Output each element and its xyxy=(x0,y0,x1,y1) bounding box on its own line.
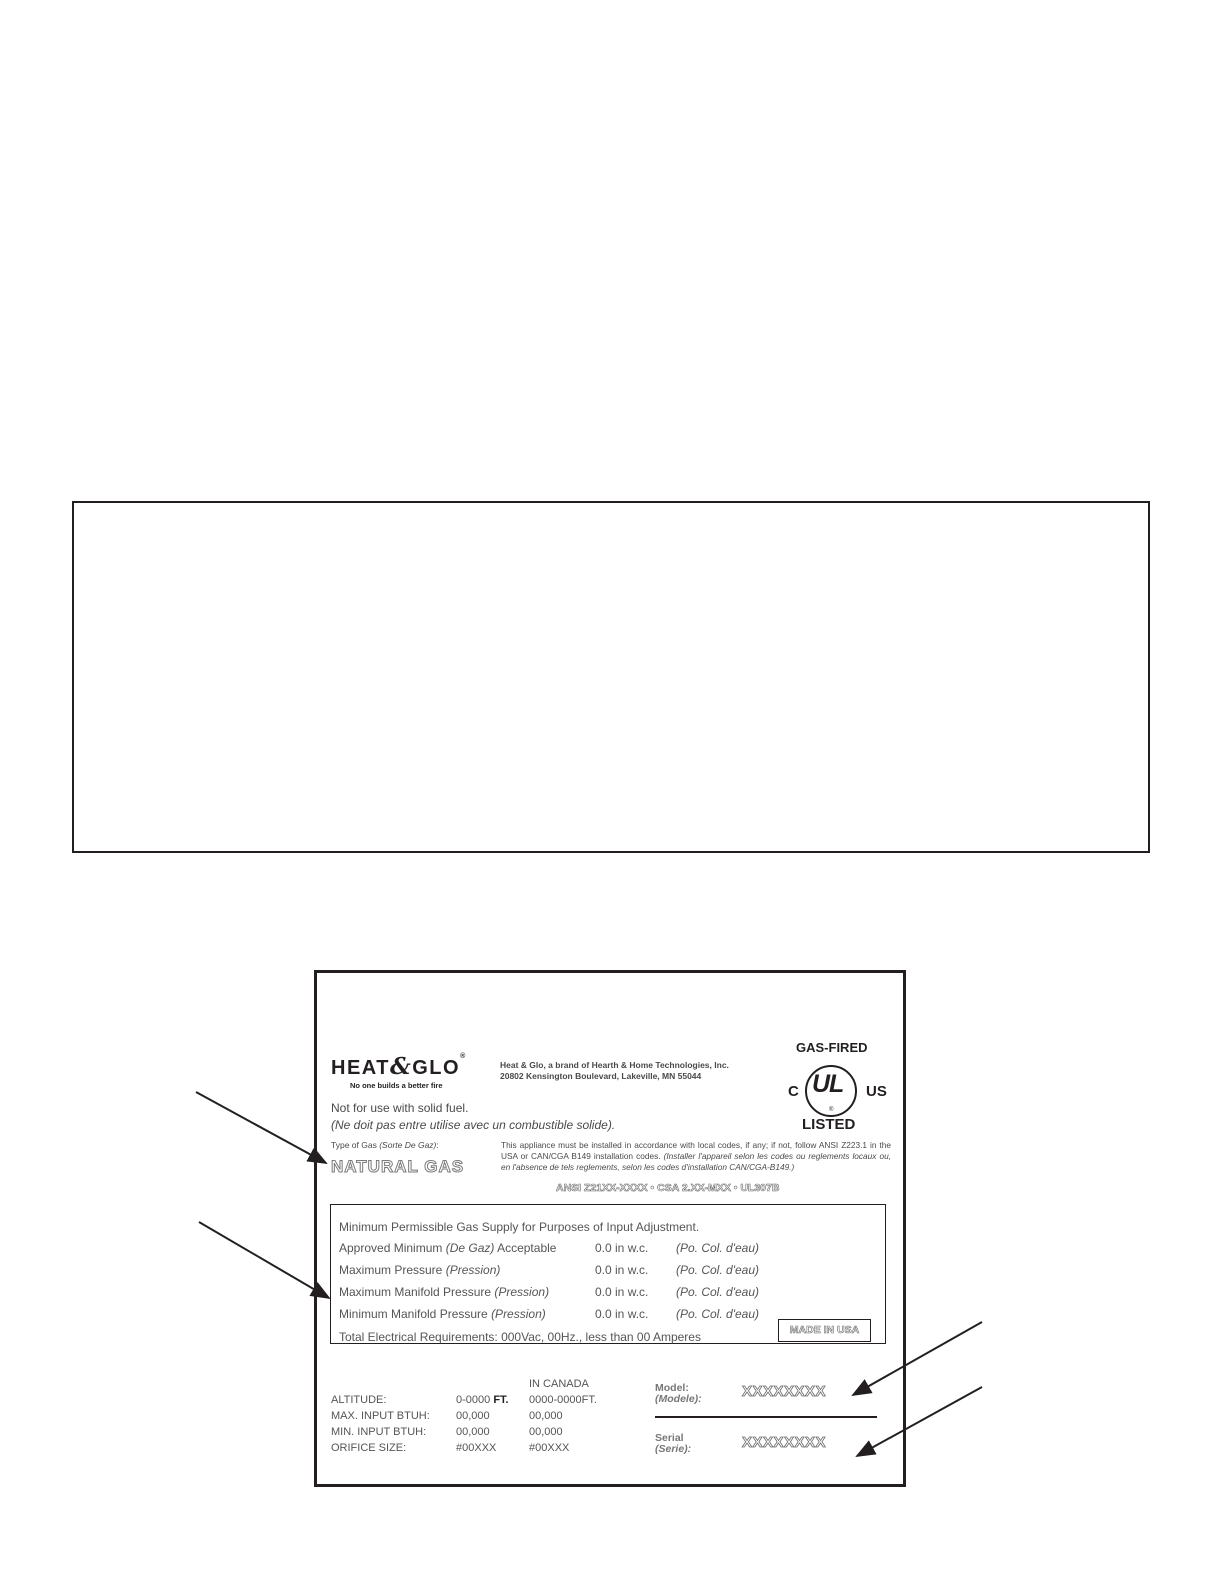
serial-label: Serial (Serie): xyxy=(655,1432,692,1455)
in-canada-header: IN CANADA xyxy=(529,1378,589,1390)
cert-gas-fired: GAS-FIRED xyxy=(796,1040,868,1055)
company-address xyxy=(500,1060,729,1082)
serial-value: XXXXXXXX xyxy=(742,1434,827,1451)
logo-word-right: GLO xyxy=(412,1057,461,1079)
spec-canada-value: #00XXX xyxy=(529,1442,570,1454)
spec-usa-value: #00XXX xyxy=(456,1442,497,1454)
cert-listed: LISTED xyxy=(802,1116,856,1133)
brand-logo xyxy=(331,1053,465,1080)
pressure-row-value: 0.0 in w.c. xyxy=(595,1263,649,1277)
gas-type-value: NATURAL GAS xyxy=(331,1157,465,1176)
company-line-1: Heat & Glo, a brand of Hearth & Home Technologies, Inc. xyxy=(500,1060,729,1070)
pressure-row-label: Maximum Manifold Pressure (Pression) xyxy=(339,1285,550,1299)
company-line-2: 20802 Kensington Boulevard, Lakeville, MN 55044 xyxy=(500,1071,702,1081)
electrical-requirements: Total Electrical Requirements: 000Vac, 00Hz., less than 00 Amperes xyxy=(339,1330,701,1344)
pressure-row-value: 0.0 in w.c. xyxy=(595,1307,649,1321)
pressure-title: Minimum Permissible Gas Supply for Purposes of Input Adjustment. xyxy=(339,1220,700,1234)
made-in-usa-badge: MADE IN USA xyxy=(778,1319,871,1342)
pressure-row-value: 0.0 in w.c. xyxy=(595,1285,649,1299)
spec-usa-value: 00,000 xyxy=(456,1410,490,1422)
spec-canada-value: 00,000 xyxy=(529,1426,563,1438)
pressure-row-unit: (Po. Col. d'eau) xyxy=(676,1263,759,1277)
not-for-solid-fuel: Not for use with solid fuel. xyxy=(331,1101,469,1115)
logo-ampersand: & xyxy=(389,1053,413,1080)
spec-label: ALTITUDE: xyxy=(331,1394,387,1406)
standards-line: ANSI Z21XX-XXXX • CSA 2.XX-MXX • UL307B xyxy=(556,1182,780,1194)
pressure-row-unit: (Po. Col. d'eau) xyxy=(676,1285,759,1299)
cert-ul: UL xyxy=(812,1070,844,1098)
model-label: Model: (Modele): xyxy=(655,1382,702,1405)
type-of-gas-label: Type of Gas (Sorte De Gaz): xyxy=(331,1140,439,1150)
installation-note: This appliance must be installed in accordance with local codes, if any; if not, follow ANSI Z223.1 in the USA or CAN/CGA B149 installation codes. (Installer l'appareil selon les codes ou reglements locaux ou, en l'absence de tels reglements, selon les codes d'installation CAN/CGA-B149.) xyxy=(501,1140,891,1172)
arrow-pressure xyxy=(199,1222,329,1298)
spec-label: ORIFICE SIZE: xyxy=(331,1442,407,1454)
spec-usa-value: 00,000 xyxy=(456,1426,490,1438)
pressure-row-unit: (Po. Col. d'eau) xyxy=(676,1241,759,1255)
spec-label: MAX. INPUT BTUH: xyxy=(331,1410,430,1422)
pressure-row-label: Minimum Manifold Pressure (Pression) xyxy=(339,1307,546,1321)
model-value: XXXXXXXX xyxy=(742,1383,827,1400)
pressure-row-label: Maximum Pressure (Pression) xyxy=(339,1263,501,1277)
pressure-row-value: 0.0 in w.c. xyxy=(595,1241,649,1255)
logo-trademark: ® xyxy=(460,1053,466,1060)
not-for-solid-fuel-fr: (Ne doit pas entre utilise avec un combustible solide). xyxy=(331,1118,616,1132)
cert-c: C xyxy=(788,1083,799,1100)
spec-canada-value: 00,000 xyxy=(529,1410,563,1422)
pressure-row-unit: (Po. Col. d'eau) xyxy=(676,1307,759,1321)
cert-us: US xyxy=(866,1083,887,1100)
pressure-row-label: Approved Minimum (De Gaz) Acceptable xyxy=(339,1241,557,1255)
spec-canada-value: 0000-0000FT. xyxy=(529,1394,597,1406)
rating-label xyxy=(314,970,906,1487)
cert-registered: ® xyxy=(829,1107,834,1113)
spec-usa-value: 0-0000 FT. xyxy=(456,1394,509,1406)
brand-tagline: No one builds a better fire xyxy=(350,1081,443,1090)
spec-label: MIN. INPUT BTUH: xyxy=(331,1426,427,1438)
arrow-gas-type xyxy=(196,1092,326,1163)
model-serial-divider xyxy=(655,1416,877,1418)
logo-word-left: HEAT xyxy=(331,1057,390,1079)
